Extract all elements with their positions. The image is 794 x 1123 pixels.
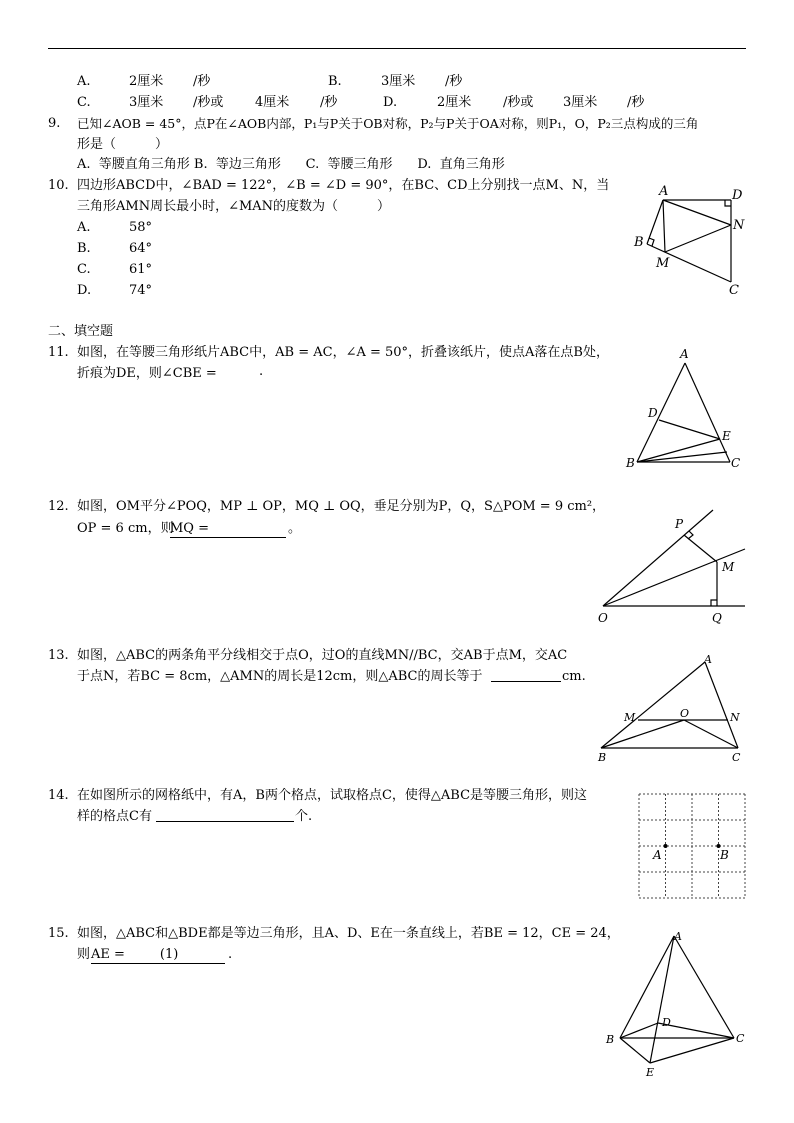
q10-option-d-label: D. xyxy=(77,283,92,298)
q15-label-b: B xyxy=(606,1033,615,1046)
q12-answer-blank[interactable] xyxy=(170,521,286,538)
q10-right-angle-d xyxy=(725,200,731,206)
q14-stem-line1: 在如图所示的网格纸中，有A，B两个格点，试取格点C，使得△ABC是等腰三角形，则这 xyxy=(77,788,588,803)
q11-label-c: C xyxy=(731,456,741,470)
q10-option-a-label: A. xyxy=(77,220,91,235)
q11-label-a: A xyxy=(680,347,689,361)
q12-segment-pm xyxy=(684,535,717,562)
q15-tail: . xyxy=(228,947,233,962)
q13-label-m: M xyxy=(624,711,636,724)
q15-segment-ac xyxy=(674,936,734,1038)
q9-stem-line1: 已知∠AOB = 45°，点P在∠AOB内部，P₁与P关于OB对称，P₂与P关于OA对称，则P₁，O，P₂三点构成的三角 xyxy=(77,116,699,131)
q8-option-d-unit2: /秒 xyxy=(627,95,645,110)
q13-label-b: B xyxy=(598,751,607,764)
q11-stem-line2: 折痕为DE，则∠CBE = xyxy=(77,366,217,381)
q13-segment-bo xyxy=(601,720,684,748)
q14-stem-line2: 样的格点C有 xyxy=(77,809,152,824)
q11-label-b: B xyxy=(626,456,635,470)
q13-segment-ac xyxy=(705,662,738,748)
q11-stem-line1: 如图，在等腰三角形纸片ABC中，AB = AC，∠A = 50°，折叠该纸片，使点A落在点B处， xyxy=(77,345,609,360)
q10-segment-am xyxy=(663,200,665,252)
q10-segment-mn xyxy=(665,225,731,252)
q12-label-p: P xyxy=(675,517,684,531)
q12-tail: 。 xyxy=(288,521,302,536)
q13-unit: cm. xyxy=(562,669,586,684)
q12-ray-om xyxy=(603,549,745,606)
q12-label-o: O xyxy=(598,611,608,625)
q8-option-d-value2: 3厘米 xyxy=(563,95,598,110)
q13-label-c: C xyxy=(732,751,741,764)
q15-label-a: A xyxy=(674,930,682,943)
q15-label-e: E xyxy=(646,1066,655,1078)
q10-option-b-label: B. xyxy=(77,241,91,256)
q13-stem-line2: 于点N，若BC = 8cm，△AMN的周长是12cm，则△ABC的周长等于 xyxy=(77,669,483,684)
q12-number: 12. xyxy=(48,499,69,514)
q10-option-c-label: C. xyxy=(77,262,91,277)
q8-option-b-label: B. xyxy=(328,74,342,89)
q8-option-c-value2: 4厘米 xyxy=(255,95,290,110)
q12-label-m: M xyxy=(722,560,735,574)
q11-segment-ab xyxy=(637,363,685,462)
q10-number: 10. xyxy=(48,178,69,193)
q12-right-angle-p xyxy=(688,531,693,539)
q11-segment-de xyxy=(659,420,720,439)
q10-option-c-value: 61° xyxy=(129,262,153,277)
q8-option-c-value1: 3厘米 xyxy=(129,95,164,110)
q15-label-c: C xyxy=(736,1032,745,1045)
q10-option-d-value: 74° xyxy=(129,283,153,298)
q14-grid-figure xyxy=(637,791,749,903)
q10-stem-line2: 三角形AMN周长最小时，∠MAN的度数为（ ） xyxy=(77,199,391,214)
q15-blank-lead: AE = xyxy=(91,947,125,962)
q8-option-c-unit1: /秒或 xyxy=(193,95,224,110)
q13-segment-oc xyxy=(684,720,738,748)
q12-ray-op xyxy=(603,510,713,606)
q13-stem-line1: 如图，△ABC的两条角平分线相交于点O，过O的直线MN//BC，交AB于点M，交AC xyxy=(77,648,568,663)
q14-label-a: A xyxy=(653,848,662,862)
q15-segment-bd xyxy=(620,1023,658,1038)
q11-number: 11. xyxy=(48,345,69,360)
q15-segment-be xyxy=(620,1038,650,1063)
q8-option-c-unit2: /秒 xyxy=(320,95,338,110)
q14-label-b: B xyxy=(720,848,729,862)
q8-option-c-label: C. xyxy=(77,95,91,110)
q10-option-a-value: 58° xyxy=(129,220,153,235)
q10-segment-ab xyxy=(647,200,663,244)
q12-angle-bisector-figure xyxy=(595,502,750,627)
q14-tail: 个. xyxy=(295,809,313,824)
header-rule xyxy=(48,48,746,49)
q13-label-o: O xyxy=(680,707,690,720)
q15-equilateral-figure xyxy=(600,926,750,1078)
q10-option-b-value: 64° xyxy=(129,241,153,256)
q15-answer-blank[interactable] xyxy=(91,947,225,964)
q15-stem-line2: 则 xyxy=(77,947,91,962)
q10-label-b: B xyxy=(634,235,644,250)
q10-label-n: N xyxy=(733,218,745,233)
q14-point-a xyxy=(664,844,668,848)
q9-number: 9. xyxy=(48,116,61,131)
q15-segment-ec xyxy=(650,1038,734,1063)
q11-triangle-figure xyxy=(618,345,748,470)
q8-option-d-unit1: /秒或 xyxy=(503,95,534,110)
q9-stem-line2: 形是（ ） xyxy=(77,137,169,152)
q10-label-d: D xyxy=(732,188,743,203)
q12-blank-lead: MQ = xyxy=(170,521,209,536)
q15-blank-marker: (1) xyxy=(159,947,179,962)
q13-label-a: A xyxy=(704,653,712,666)
q12-stem-line2: OP = 6 cm，则 xyxy=(77,521,174,536)
q13-label-n: N xyxy=(730,711,740,724)
q13-number: 13. xyxy=(48,648,69,663)
q10-stem-line1: 四边形ABCD中，∠BAD = 122°，∠B = ∠D = 90°，在BC、CD上分别找一点M、N，当 xyxy=(77,178,610,193)
q11-segment-be xyxy=(637,439,720,462)
q15-number: 15. xyxy=(48,926,69,941)
q13-answer-blank[interactable] xyxy=(491,681,561,682)
q10-label-a: A xyxy=(659,184,669,199)
q12-label-q: Q xyxy=(712,611,722,625)
q13-triangle-figure xyxy=(596,650,746,768)
q10-label-c: C xyxy=(729,283,739,297)
q8-option-b-value: 3厘米 xyxy=(381,74,416,89)
q10-segment-an xyxy=(663,200,731,225)
q14-grid-lines xyxy=(639,794,745,898)
q10-label-m: M xyxy=(656,256,670,271)
q12-stem-line1: 如图，OM平分∠POQ，MP ⊥ OP，MQ ⊥ OQ，垂足分别为P，Q，S△POM = 9 cm²， xyxy=(77,499,606,514)
q15-segment-ae xyxy=(650,936,674,1063)
q8-option-d-label: D. xyxy=(383,95,398,110)
q14-number: 14. xyxy=(48,788,69,803)
section-title-fill-in: 二、填空题 xyxy=(48,324,114,339)
q11-segment-fold xyxy=(637,452,727,462)
q13-segment-ab xyxy=(601,662,705,748)
q12-right-angle-q xyxy=(711,600,717,606)
q11-label-d: D xyxy=(648,406,658,420)
q15-label-d: D xyxy=(662,1016,671,1029)
q11-label-e: E xyxy=(722,429,731,443)
q8-option-a-value: 2厘米 xyxy=(129,74,164,89)
q8-option-a-unit: /秒 xyxy=(193,74,211,89)
q8-option-a-label: A. xyxy=(77,74,91,89)
q10-quadrilateral-figure xyxy=(625,182,750,297)
q15-stem-line1: 如图，△ABC和△BDE都是等边三角形，且A、D、E在一条直线上，若BE = 12，CE = 24， xyxy=(77,926,620,941)
q8-option-b-unit: /秒 xyxy=(445,74,463,89)
q11-tail: . xyxy=(259,364,264,379)
q9-options: A. 等腰直角三角形 B. 等边三角形 C. 等腰三角形 D. 直角三角形 xyxy=(77,157,505,172)
q8-option-d-value1: 2厘米 xyxy=(437,95,472,110)
q14-answer-blank[interactable] xyxy=(156,821,294,822)
